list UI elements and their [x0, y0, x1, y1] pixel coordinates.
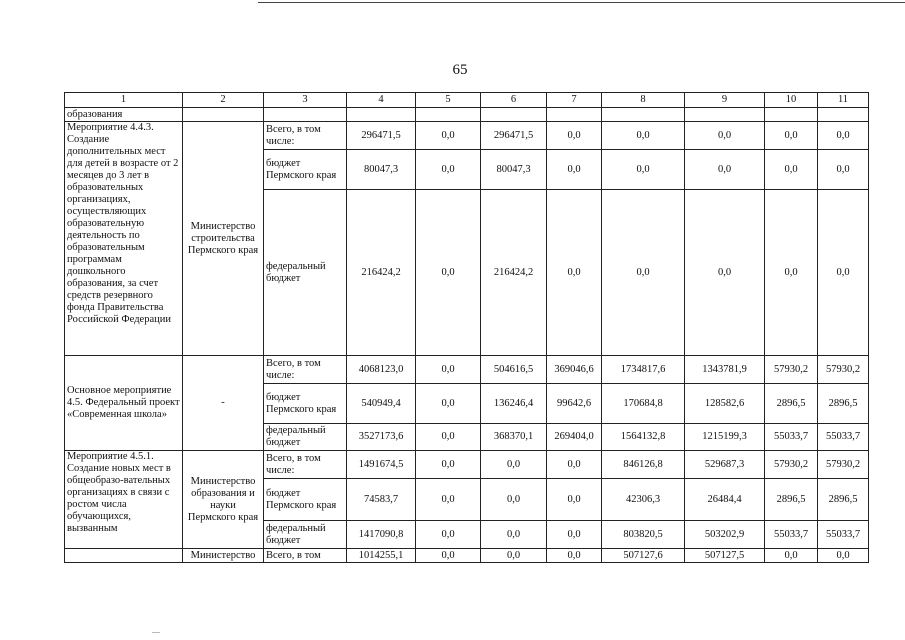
value-cell: 2896,5 — [765, 479, 818, 521]
value-cell: 57930,2 — [818, 451, 869, 479]
value-cell: 0,0 — [547, 122, 602, 150]
value-cell: 0,0 — [416, 479, 481, 521]
value-cell: 0,0 — [481, 549, 547, 563]
value-cell: 503202,9 — [685, 521, 765, 549]
value-cell: 0,0 — [765, 549, 818, 563]
source-cell: Всего, в том числе: — [264, 356, 347, 384]
source-cell: федеральный бюджет — [264, 190, 347, 356]
header-cell: 7 — [547, 93, 602, 108]
value-cell: 296471,5 — [481, 122, 547, 150]
value-cell: 0,0 — [416, 356, 481, 384]
table-row — [65, 549, 869, 563]
value-cell: 296471,5 — [347, 122, 416, 150]
value-cell: 74583,7 — [347, 479, 416, 521]
executor-cell: - — [183, 356, 264, 451]
carry-over-cell: образования — [65, 108, 183, 122]
value-cell: 2896,5 — [765, 384, 818, 424]
top-rule — [258, 2, 905, 3]
value-cell: 529687,3 — [685, 451, 765, 479]
value-cell: 0,0 — [602, 190, 685, 356]
source-cell: Всего, в том — [264, 549, 347, 563]
source-cell: Всего, в том числе: — [264, 451, 347, 479]
value-cell: 80047,3 — [347, 150, 416, 190]
source-cell: бюджет Пермского края — [264, 479, 347, 521]
value-cell: 0,0 — [765, 150, 818, 190]
value-cell: 368370,1 — [481, 424, 547, 451]
source-cell: Всего, в том числе: — [264, 122, 347, 150]
value-cell: 1343781,9 — [685, 356, 765, 384]
header-cell: 10 — [765, 93, 818, 108]
table-row — [65, 451, 869, 479]
value-cell: 0,0 — [416, 190, 481, 356]
value-cell: 55033,7 — [818, 521, 869, 549]
value-cell: 1215199,3 — [685, 424, 765, 451]
value-cell: 170684,8 — [602, 384, 685, 424]
value-cell: 0,0 — [547, 190, 602, 356]
value-cell: 55033,7 — [765, 521, 818, 549]
value-cell: 57930,2 — [818, 356, 869, 384]
value-cell: 504616,5 — [481, 356, 547, 384]
value-cell: 369046,6 — [547, 356, 602, 384]
value-cell: 0,0 — [685, 150, 765, 190]
header-cell: 4 — [347, 93, 416, 108]
value-cell: 2896,5 — [818, 479, 869, 521]
value-cell: 0,0 — [818, 549, 869, 563]
source-cell: федеральный бюджет — [264, 521, 347, 549]
value-cell: 0,0 — [685, 122, 765, 150]
value-cell: 1564132,8 — [602, 424, 685, 451]
executor-cell: Министерство — [183, 549, 264, 563]
value-cell: 0,0 — [416, 549, 481, 563]
value-cell: 1491674,5 — [347, 451, 416, 479]
header-cell: 5 — [416, 93, 481, 108]
activity-cell: Мероприятие 4.4.3. Создание дополнительных мест для детей в возрасте от 2 месяцев до 3 лет в образовательных организациях, осуществляющих образовательную деятельность по образовательным программам дошкольного образования, за счет средств резервного фонда Правительства Российской Федерации — [65, 122, 183, 356]
value-cell: 846126,8 — [602, 451, 685, 479]
carry-over-row — [65, 108, 869, 122]
value-cell: 1734817,6 — [602, 356, 685, 384]
value-cell: 57930,2 — [765, 356, 818, 384]
header-cell: 9 — [685, 93, 765, 108]
value-cell: 269404,0 — [547, 424, 602, 451]
value-cell: 0,0 — [602, 122, 685, 150]
source-cell: бюджет Пермского края — [264, 384, 347, 424]
value-cell: 0,0 — [481, 521, 547, 549]
value-cell: 136246,4 — [481, 384, 547, 424]
value-cell: 1417090,8 — [347, 521, 416, 549]
value-cell: 55033,7 — [765, 424, 818, 451]
value-cell: 0,0 — [685, 190, 765, 356]
value-cell: 0,0 — [416, 424, 481, 451]
value-cell: 216424,2 — [347, 190, 416, 356]
value-cell: 0,0 — [765, 190, 818, 356]
header-cell: 11 — [818, 93, 869, 108]
header-cell: 1 — [65, 93, 183, 108]
activity-cell: Мероприятие 4.5.1. Создание новых мест в общеобразо-вательных организациях в связи с ростом числа обучающихся, вызванным — [65, 451, 183, 549]
value-cell: 1014255,1 — [347, 549, 416, 563]
value-cell: 0,0 — [602, 150, 685, 190]
budget-table — [64, 92, 869, 563]
value-cell: 216424,2 — [481, 190, 547, 356]
header-cell: 8 — [602, 93, 685, 108]
value-cell: 3527173,6 — [347, 424, 416, 451]
value-cell: 0,0 — [416, 451, 481, 479]
header-cell: 3 — [264, 93, 347, 108]
value-cell: 507127,6 — [602, 549, 685, 563]
value-cell: 0,0 — [481, 451, 547, 479]
executor-cell: Министерство образования и науки Пермского края — [183, 451, 264, 549]
value-cell: 0,0 — [818, 122, 869, 150]
value-cell: 0,0 — [547, 150, 602, 190]
value-cell: 80047,3 — [481, 150, 547, 190]
activity-cell: Основное мероприятие 4.5. Федеральный проект «Современная школа» — [65, 356, 183, 451]
value-cell: 42306,3 — [602, 479, 685, 521]
value-cell: 0,0 — [818, 150, 869, 190]
value-cell: 0,0 — [547, 479, 602, 521]
page-number: 65 — [452, 62, 468, 78]
source-cell: федеральный бюджет — [264, 424, 347, 451]
value-cell: 540949,4 — [347, 384, 416, 424]
value-cell: 0,0 — [765, 122, 818, 150]
value-cell: 803820,5 — [602, 521, 685, 549]
value-cell: 26484,4 — [685, 479, 765, 521]
header-cell: 6 — [481, 93, 547, 108]
executor-cell: Министерство строительства Пермского края — [183, 122, 264, 356]
value-cell: 128582,6 — [685, 384, 765, 424]
value-cell: 2896,5 — [818, 384, 869, 424]
value-cell: 4068123,0 — [347, 356, 416, 384]
value-cell: 0,0 — [547, 549, 602, 563]
scan-mark — [152, 632, 160, 633]
value-cell: 0,0 — [416, 150, 481, 190]
value-cell: 0,0 — [416, 384, 481, 424]
value-cell: 0,0 — [547, 451, 602, 479]
header-row — [65, 93, 869, 108]
value-cell: 57930,2 — [765, 451, 818, 479]
activity-cell — [65, 549, 183, 563]
header-cell: 2 — [183, 93, 264, 108]
value-cell: 0,0 — [481, 479, 547, 521]
value-cell: 0,0 — [818, 190, 869, 356]
value-cell: 0,0 — [416, 521, 481, 549]
source-cell: бюджет Пермского края — [264, 150, 347, 190]
value-cell: 507127,5 — [685, 549, 765, 563]
value-cell: 0,0 — [547, 521, 602, 549]
table-row — [65, 122, 869, 150]
value-cell: 55033,7 — [818, 424, 869, 451]
value-cell: 99642,6 — [547, 384, 602, 424]
table-row — [65, 356, 869, 384]
value-cell: 0,0 — [416, 122, 481, 150]
